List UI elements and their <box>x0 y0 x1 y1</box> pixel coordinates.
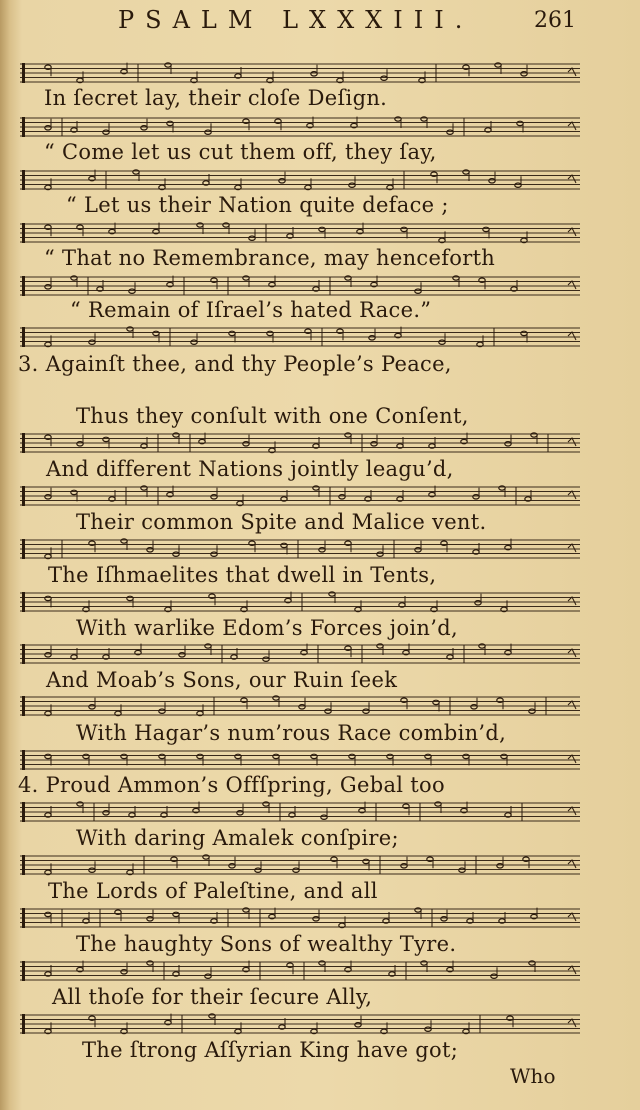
lyric-line: In ſecret lay, their cloſe Deſign. <box>44 86 388 110</box>
lyric-line: And Moab’s Sons, our Ruin ſeek <box>46 668 398 692</box>
lyric-line: And different Nations jointly leagu’d, <box>46 457 454 481</box>
music-staff <box>20 275 580 299</box>
music-staff <box>20 222 580 246</box>
music-staff <box>20 960 580 984</box>
music-staff <box>20 801 580 825</box>
lyric-line: The Lords of Paleſtine, and all <box>48 879 378 903</box>
page-number: 261 <box>534 8 576 33</box>
music-staff <box>20 485 580 509</box>
music-staff <box>20 749 580 773</box>
music-staff <box>20 854 580 878</box>
lyric-line: With Hagar’s num’rous Race combin’d, <box>76 721 507 745</box>
music-staff <box>20 538 580 562</box>
lyric-line: “ Remain of Iſrael’s hated Race.” <box>70 298 432 322</box>
lyric-line: Their common Spite and Malice vent. <box>76 510 487 534</box>
lyric-line: With daring Amalek conſpire; <box>76 826 399 850</box>
music-staff <box>20 326 580 350</box>
music-staff <box>20 591 580 615</box>
music-staff <box>20 432 580 456</box>
music-staff <box>20 907 580 931</box>
lyric-line: 3. Againſt thee, and thy People’s Peace, <box>18 352 452 376</box>
music-staff <box>20 643 580 667</box>
lyric-line: 4. Proud Ammon’s Offſpring, Gebal too <box>18 773 445 797</box>
page-title: PSALM LXXXIII. <box>118 6 474 34</box>
page-header <box>0 6 640 42</box>
lyric-line: All thoſe for their ſecure Ally, <box>52 985 373 1009</box>
lyric-line: “ Come let us cut them off, they ſay, <box>44 140 437 164</box>
lyric-line: The ſtrong Aſſyrian King have got; <box>82 1038 459 1062</box>
lyric-line: “ Let us their Nation quite deface ; <box>66 193 449 217</box>
lyric-line: The Iſhmaelites that dwell in Tents, <box>48 563 437 587</box>
music-staff <box>20 62 580 86</box>
lyric-line: With warlike Edom’s Forces join’d, <box>76 616 458 640</box>
lyric-line: Thus they conſult with one Conſent, <box>76 404 469 428</box>
music-staff <box>20 169 580 193</box>
lyric-line: “ That no Remembrance, may henceforth <box>44 246 496 270</box>
music-staff <box>20 695 580 719</box>
catchword: Who <box>510 1064 556 1088</box>
music-staff <box>20 1013 580 1037</box>
music-staff <box>20 116 580 140</box>
lyric-line: The haughty Sons of wealthy Tyre. <box>76 932 457 956</box>
